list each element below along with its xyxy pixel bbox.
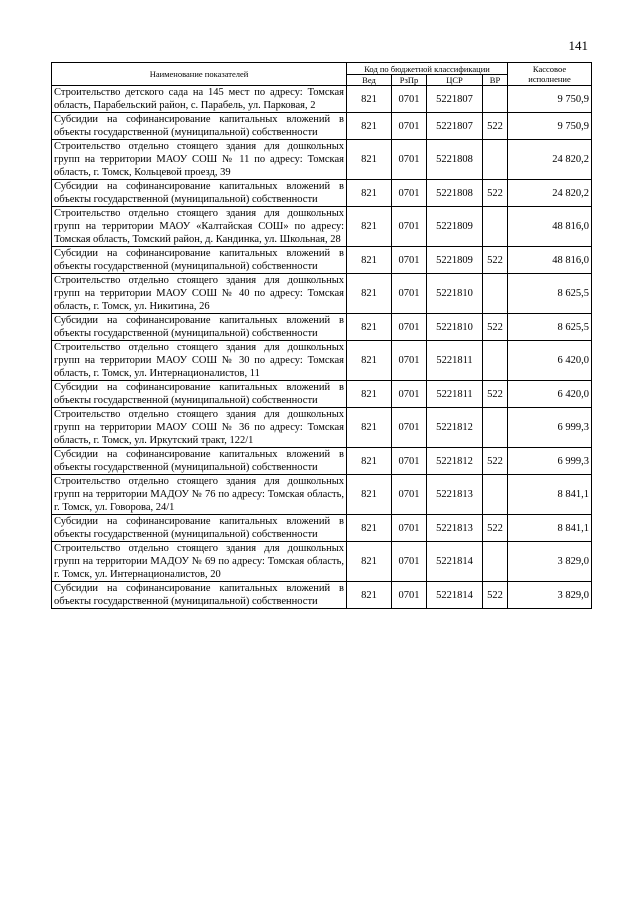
row-vr: 522 — [483, 314, 508, 341]
row-name: Субсидии на софинансирование капитальных вложений в объекты государственной (муниципальной) собственности — [52, 381, 347, 408]
row-csr: 5221811 — [427, 341, 483, 381]
row-csr: 5221807 — [427, 86, 483, 113]
row-amount: 6 420,0 — [508, 381, 592, 408]
row-name: Строительство отдельно стоящего здания для дошкольных групп на территории МАОУ СОШ № 30 по адресу: Томская область, г. Томск, ул. Интернационалистов, 11 — [52, 341, 347, 381]
row-amount: 8 625,5 — [508, 314, 592, 341]
row-ved: 821 — [347, 341, 392, 381]
row-ved: 821 — [347, 542, 392, 582]
row-amount: 48 816,0 — [508, 207, 592, 247]
row-name: Строительство отдельно стоящего здания для дошкольных групп на территории МАОУ СОШ № 40 по адресу: Томская область, г. Томск, ул. Никитина, 26 — [52, 274, 347, 314]
table-row — [52, 408, 592, 448]
page-number: 141 — [568, 38, 588, 53]
row-ved: 821 — [347, 247, 392, 274]
row-amount: 6 420,0 — [508, 341, 592, 381]
row-rzpr: 0701 — [392, 542, 427, 582]
row-csr: 5221807 — [427, 113, 483, 140]
header-name: Наименование показателей — [52, 63, 347, 86]
table-row — [52, 113, 592, 140]
row-amount: 8 841,1 — [508, 475, 592, 515]
table-row — [52, 314, 592, 341]
budget-table — [51, 62, 592, 609]
header-rzpr: РзПр — [392, 75, 427, 86]
row-ved: 821 — [347, 180, 392, 207]
table-row — [52, 448, 592, 475]
row-csr: 5221810 — [427, 314, 483, 341]
table-row — [52, 86, 592, 113]
row-vr: 522 — [483, 113, 508, 140]
row-name: Субсидии на софинансирование капитальных вложений в объекты государственной (муниципальной) собственности — [52, 180, 347, 207]
table-row — [52, 180, 592, 207]
row-amount: 24 820,2 — [508, 180, 592, 207]
header-execution-line1: Кассовое — [532, 64, 567, 74]
row-csr: 5221813 — [427, 515, 483, 542]
row-amount: 9 750,9 — [508, 86, 592, 113]
row-ved: 821 — [347, 515, 392, 542]
row-name: Субсидии на софинансирование капитальных вложений в объекты государственной (муниципальной) собственности — [52, 515, 347, 542]
row-rzpr: 0701 — [392, 113, 427, 140]
row-ved: 821 — [347, 207, 392, 247]
table-row — [52, 542, 592, 582]
table-row — [52, 341, 592, 381]
row-csr: 5221812 — [427, 448, 483, 475]
header-csr: ЦСР — [427, 75, 483, 86]
row-vr — [483, 274, 508, 314]
row-rzpr: 0701 — [392, 448, 427, 475]
table-row — [52, 582, 592, 609]
table-row — [52, 140, 592, 180]
row-name: Субсидии на софинансирование капитальных вложений в объекты государственной (муниципальной) собственности — [52, 113, 347, 140]
row-rzpr: 0701 — [392, 140, 427, 180]
row-name: Строительство отдельно стоящего здания для дошкольных групп на территории МАДОУ № 76 по адресу: Томская область, г. Томск, ул. Говорова, 24/1 — [52, 475, 347, 515]
row-csr: 5221814 — [427, 582, 483, 609]
row-rzpr: 0701 — [392, 381, 427, 408]
row-amount: 48 816,0 — [508, 247, 592, 274]
row-rzpr: 0701 — [392, 408, 427, 448]
row-ved: 821 — [347, 113, 392, 140]
row-vr — [483, 475, 508, 515]
row-ved: 821 — [347, 381, 392, 408]
row-rzpr: 0701 — [392, 274, 427, 314]
row-ved: 821 — [347, 140, 392, 180]
row-name: Субсидии на софинансирование капитальных вложений в объекты государственной (муниципальной) собственности — [52, 582, 347, 609]
row-csr: 5221808 — [427, 180, 483, 207]
row-rzpr: 0701 — [392, 314, 427, 341]
row-rzpr: 0701 — [392, 475, 427, 515]
header-code-group: Код по бюджетной классификации — [347, 63, 508, 75]
table-row — [52, 515, 592, 542]
row-rzpr: 0701 — [392, 247, 427, 274]
row-ved: 821 — [347, 274, 392, 314]
row-vr — [483, 140, 508, 180]
row-amount: 24 820,2 — [508, 140, 592, 180]
row-vr: 522 — [483, 247, 508, 274]
row-vr — [483, 207, 508, 247]
row-name: Строительство отдельно стоящего здания для дошкольных групп на территории МАДОУ № 69 по адресу: Томская область, г. Томск, ул. Интернационалистов, 20 — [52, 542, 347, 582]
row-amount: 8 841,1 — [508, 515, 592, 542]
row-amount: 6 999,3 — [508, 448, 592, 475]
row-amount: 6 999,3 — [508, 408, 592, 448]
row-rzpr: 0701 — [392, 341, 427, 381]
row-amount: 3 829,0 — [508, 582, 592, 609]
row-name: Субсидии на софинансирование капитальных вложений в объекты государственной (муниципальной) собственности — [52, 314, 347, 341]
row-rzpr: 0701 — [392, 86, 427, 113]
row-rzpr: 0701 — [392, 515, 427, 542]
row-csr: 5221809 — [427, 207, 483, 247]
table-row — [52, 381, 592, 408]
row-vr — [483, 408, 508, 448]
row-name: Строительство отдельно стоящего здания для дошкольных групп на территории МАОУ СОШ № 11 по адресу: Томская область, г. Томск, Кольцевой проезд, 39 — [52, 140, 347, 180]
row-vr: 522 — [483, 515, 508, 542]
row-name: Строительство детского сада на 145 мест по адресу: Томская область, Парабельский район, с. Парабель, ул. Парковая, 2 — [52, 86, 347, 113]
header-vr: ВР — [483, 75, 508, 86]
row-ved: 821 — [347, 448, 392, 475]
row-vr: 522 — [483, 448, 508, 475]
row-name: Строительство отдельно стоящего здания для дошкольных групп на территории МАОУ «Калтайская СОШ» по адресу: Томская область, Томский район, д. Кандинка, ул. Школьная, 28 — [52, 207, 347, 247]
row-rzpr: 0701 — [392, 207, 427, 247]
row-name: Строительство отдельно стоящего здания для дошкольных групп на территории МАОУ СОШ № 36 по адресу: Томская область, г. Томск, ул. Иркутский тракт, 122/1 — [52, 408, 347, 448]
row-ved: 821 — [347, 582, 392, 609]
row-amount: 8 625,5 — [508, 274, 592, 314]
row-rzpr: 0701 — [392, 582, 427, 609]
row-vr — [483, 341, 508, 381]
table-body — [52, 86, 592, 609]
row-csr: 5221810 — [427, 274, 483, 314]
row-vr — [483, 542, 508, 582]
header-ved: Вед — [347, 75, 392, 86]
row-ved: 821 — [347, 314, 392, 341]
row-ved: 821 — [347, 408, 392, 448]
row-rzpr: 0701 — [392, 180, 427, 207]
row-vr: 522 — [483, 381, 508, 408]
header-execution — [508, 63, 592, 86]
row-csr: 5221814 — [427, 542, 483, 582]
row-csr: 5221813 — [427, 475, 483, 515]
table-row — [52, 247, 592, 274]
table-row — [52, 207, 592, 247]
row-csr: 5221811 — [427, 381, 483, 408]
row-csr: 5221808 — [427, 140, 483, 180]
row-vr: 522 — [483, 582, 508, 609]
row-amount: 3 829,0 — [508, 542, 592, 582]
table-header — [52, 63, 592, 86]
row-vr: 522 — [483, 180, 508, 207]
row-vr — [483, 86, 508, 113]
row-amount: 9 750,9 — [508, 113, 592, 140]
table-row — [52, 475, 592, 515]
row-ved: 821 — [347, 475, 392, 515]
row-name: Субсидии на софинансирование капитальных вложений в объекты государственной (муниципальной) собственности — [52, 448, 347, 475]
row-csr: 5221809 — [427, 247, 483, 274]
row-ved: 821 — [347, 86, 392, 113]
table-row — [52, 274, 592, 314]
row-name: Субсидии на софинансирование капитальных вложений в объекты государственной (муниципальной) собственности — [52, 247, 347, 274]
row-csr: 5221812 — [427, 408, 483, 448]
header-execution-line2: исполнение — [528, 74, 571, 84]
